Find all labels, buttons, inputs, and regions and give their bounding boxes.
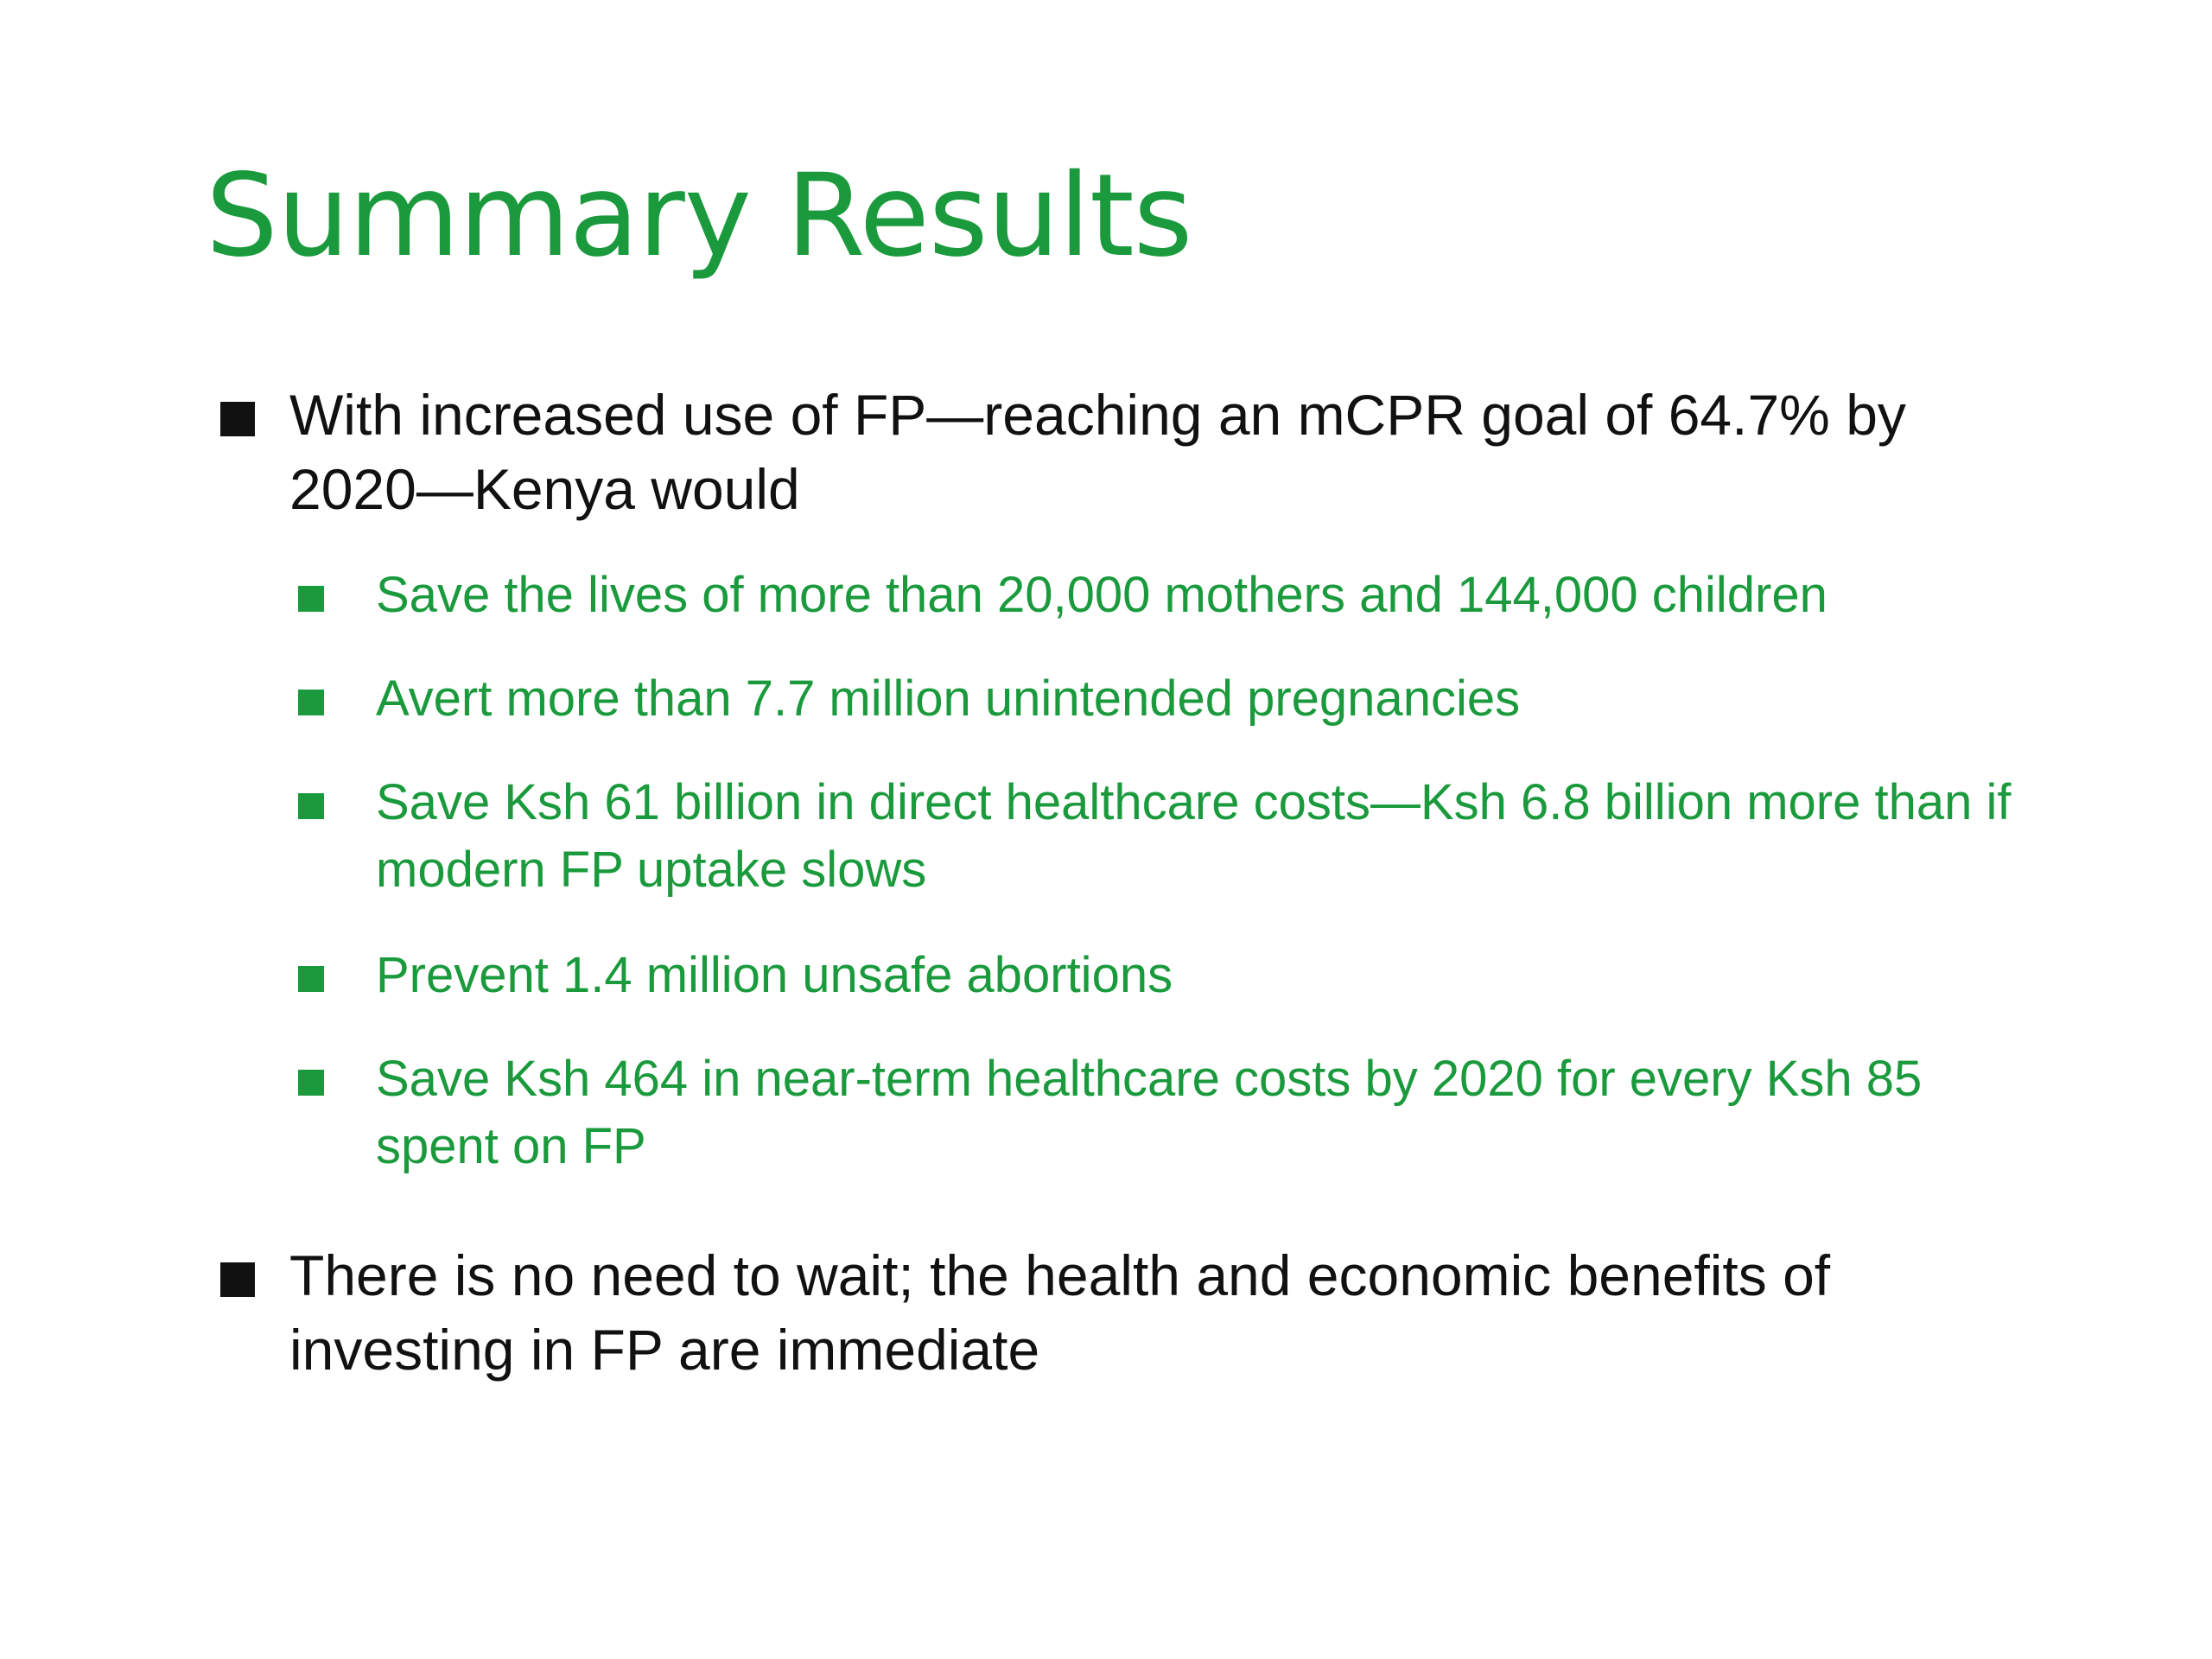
- sub-bullet-text: Save the lives of more than 20,000 mothers and 144,000 children: [376, 567, 1827, 623]
- slide-title: Summary Results: [206, 149, 1192, 283]
- sub-bullet-text: Prevent 1.4 million unsafe abortions: [376, 947, 1173, 1003]
- square-bullet-icon: [298, 793, 324, 819]
- square-bullet-icon: [298, 966, 324, 992]
- square-bullet-icon: [298, 586, 324, 612]
- sub-bullet-text: Save Ksh 464 in near-term healthcare costs by 2020 for every Ksh 85 spent on FP: [376, 1051, 1923, 1174]
- square-bullet-icon: [298, 690, 324, 715]
- sub-bullet-text: Avert more than 7.7 million unintended pregnancies: [376, 671, 1521, 727]
- square-bullet-icon: [220, 1262, 255, 1297]
- square-bullet-icon: [298, 1070, 324, 1096]
- bullet-text: With increased use of FP—reaching an mCPR goal of 64.7% by 2020—Kenya would: [289, 383, 1906, 521]
- sub-bullet-text: Save Ksh 61 billion in direct healthcare costs—Ksh 6.8 billion more than if modern FP uptake slows: [376, 774, 2012, 898]
- square-bullet-icon: [220, 402, 255, 436]
- bullet-text: There is no need to wait; the health and economic benefits of investing in FP are immediate: [289, 1243, 1831, 1382]
